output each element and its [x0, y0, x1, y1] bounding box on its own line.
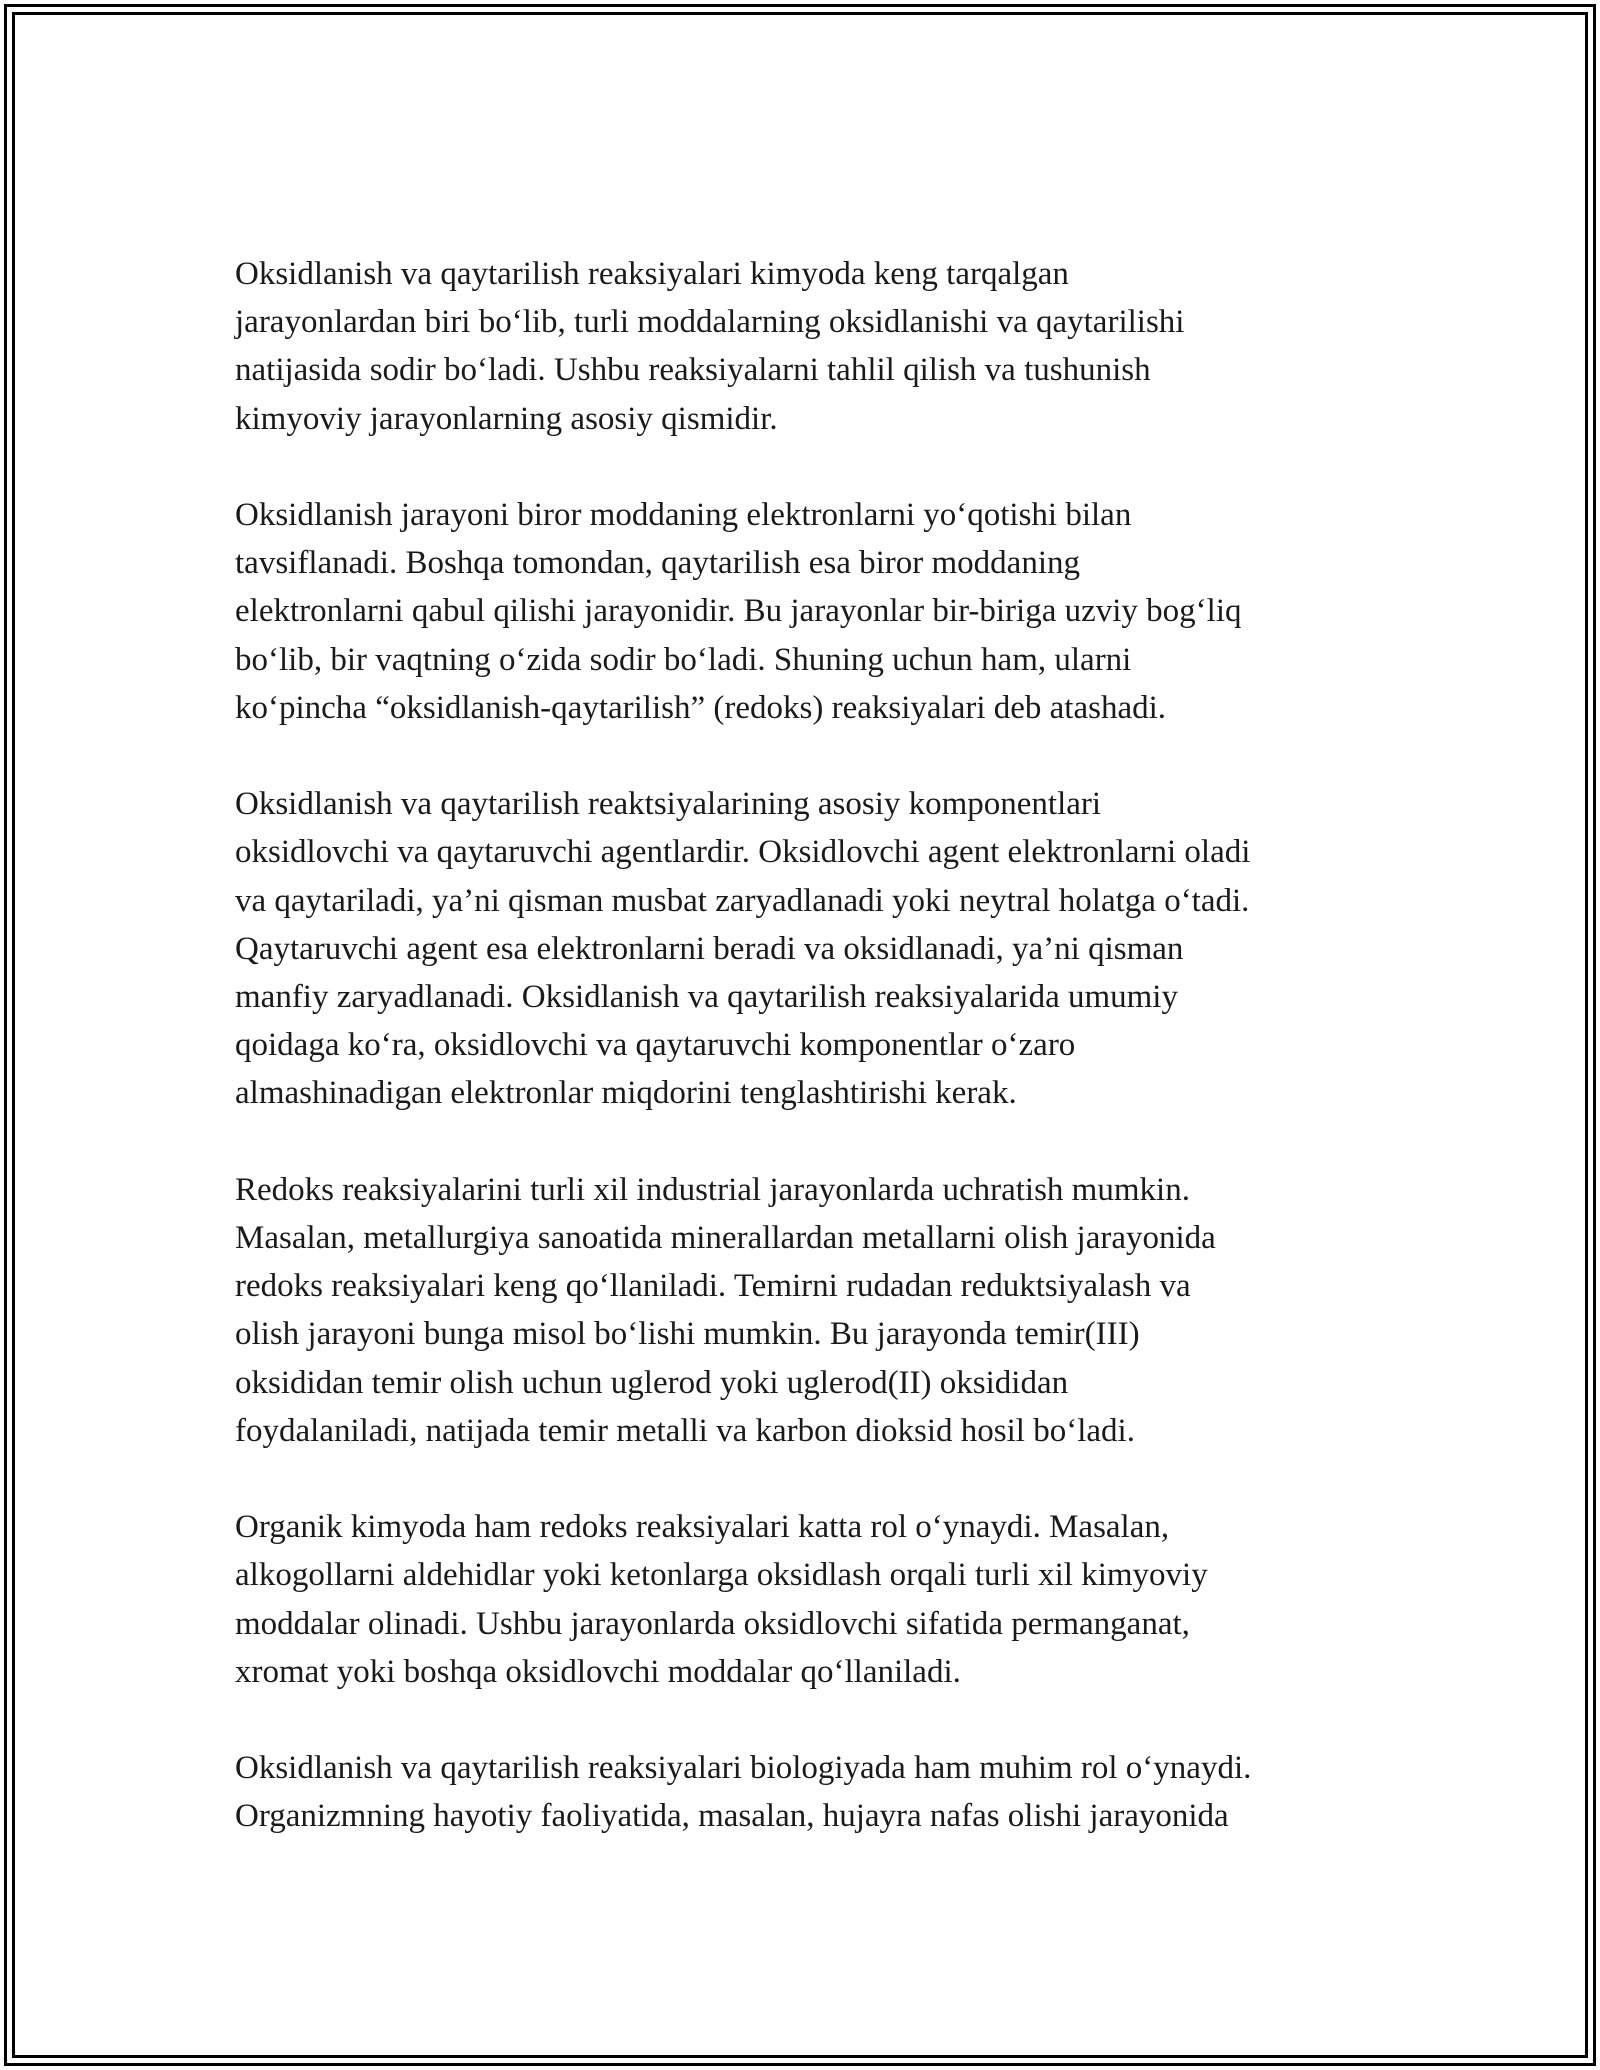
text-line: oksididan temir olish uchun uglerod yoki uglerod(II) oksididan [235, 1364, 1069, 1401]
text-line: tavsiflanadi. Boshqa tomondan, qaytarilish esa biror moddaning [235, 545, 1080, 582]
text-line: olish jarayoni bunga misol bo‘lishi mumkin. Bu jarayonda temir(III) [235, 1316, 1140, 1353]
text-line: Organik kimyoda ham redoks reaksiyalari katta rol o‘ynaydi. Masalan, [235, 1509, 1170, 1546]
text-line: natijasida sodir bo‘ladi. Ushbu reaksiyalarni tahlil qilish va tushunish [235, 352, 1151, 389]
text-line: foydalaniladi, natijada temir metalli va karbon dioksid hosil bo‘ladi. [235, 1412, 1135, 1449]
text-line: jarayonlardan biri bo‘lib, turli moddalarning oksidlanishi va qaytarilishi [235, 304, 1185, 341]
paragraph [235, 1744, 1375, 1840]
text-line: ko‘pincha “oksidlanish-qaytarilish” (redoks) reaksiyalari deb atashadi. [235, 689, 1167, 726]
text-line: xromat yoki boshqa oksidlovchi moddalar qo‘llaniladi. [235, 1653, 961, 1690]
text-line: bo‘lib, bir vaqtning o‘zida sodir bo‘ladi. Shuning uchun ham, ularni [235, 641, 1132, 678]
text-line: Oksidlanish va qaytarilish reaksiyalari kimyoda keng tarqalgan [235, 256, 1069, 292]
paragraph [235, 780, 1375, 1117]
text-line: Redoks reaksiyalarini turli xil industrial jarayonlarda uchratish mumkin. [235, 1171, 1190, 1208]
paragraph [235, 1166, 1375, 1455]
text-line: redoks reaksiyalari keng qo‘llaniladi. Temirni rudadan reduktsiyalash va [235, 1268, 1191, 1305]
text-line: Oksidlanish va qaytarilish reaksiyalari biologiyada ham muhim rol o‘ynaydi. [235, 1750, 1252, 1787]
text-line: qoidaga ko‘ra, oksidlovchi va qaytaruvchi komponentlar o‘zaro [235, 1027, 1076, 1064]
paragraph [235, 250, 1375, 443]
text-line: alkogollarni aldehidlar yoki ketonlarga oksidlash orqali turli xil kimyoviy [235, 1557, 1208, 1594]
paragraph [235, 1503, 1375, 1696]
paragraph [235, 491, 1375, 732]
text-line: almashinadigan elektronlar miqdorini tenglashtirishi kerak. [235, 1075, 1017, 1112]
document-body [235, 250, 1375, 1841]
text-line: manfiy zaryadlanadi. Oksidlanish va qaytarilish reaksiyalarida umumiy [235, 979, 1178, 1016]
text-line: Oksidlanish jarayoni biror moddaning elektronlarni yo‘qotishi bilan [235, 497, 1132, 533]
text-line: Oksidlanish va qaytarilish reaktsiyalarining asosiy komponentlari [235, 786, 1102, 823]
text-line: kimyoviy jarayonlarning asosiy qismidir. [235, 400, 778, 437]
text-line: Organizmning hayotiy faoliyatida, masalan, hujayra nafas olishi jarayonida [235, 1798, 1229, 1835]
text-line: Qaytaruvchi agent esa elektronlarni beradi va oksidlanadi, ya’ni qisman [235, 930, 1184, 967]
text-line: va qaytariladi, ya’ni qisman musbat zaryadlanadi yoki neytral holatga o‘tadi. [235, 882, 1250, 919]
text-line: elektronlarni qabul qilishi jarayonidir. Bu jarayonlar bir-biriga uzviy bog‘liq [235, 593, 1242, 630]
text-line: Masalan, metallurgiya sanoatida minerallardan metallarni olish jarayonida [235, 1220, 1216, 1257]
text-line: moddalar olinadi. Ushbu jarayonlarda oksidlovchi sifatida permanganat, [235, 1605, 1190, 1642]
text-line: oksidlovchi va qaytaruvchi agentlardir. Oksidlovchi agent elektronlarni oladi [235, 834, 1251, 871]
